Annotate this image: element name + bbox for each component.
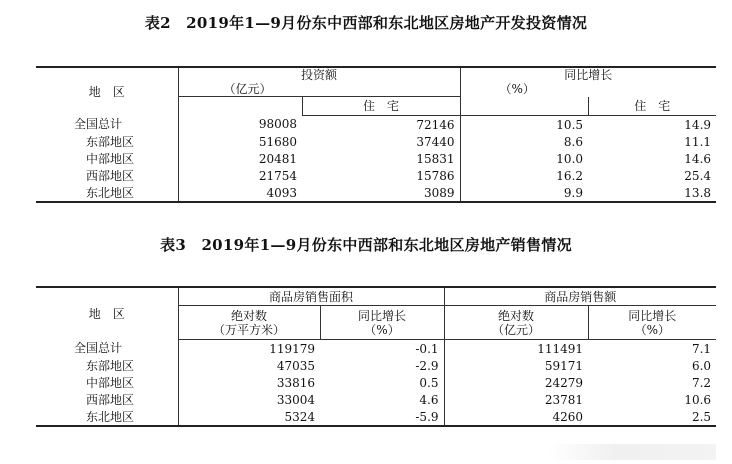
- area-yoy-header: 同比增长 （%）: [320, 306, 444, 340]
- cell-investment: 20481: [178, 150, 302, 167]
- cell-sales: 23781: [444, 391, 588, 408]
- watermark: [548, 444, 716, 460]
- table-row-region: 西部地区: [86, 392, 135, 407]
- region-header: 地 区: [36, 67, 178, 116]
- cell-area: 47035: [178, 357, 320, 374]
- cell-yoy: 10.0: [460, 150, 588, 167]
- cell-yoy-residential: 13.8: [588, 184, 716, 202]
- area-group-header: 商品房销售面积: [178, 287, 444, 306]
- sales-group-header: 商品房销售额: [444, 287, 716, 306]
- cell-sales-yoy: 6.0: [691, 358, 712, 373]
- cell-yoy-residential: 14.6: [684, 151, 712, 166]
- table-row-region: 中部地区: [86, 375, 135, 390]
- cell-yoy: 16.2: [460, 167, 588, 184]
- cell-yoy-residential: 14.9: [684, 117, 712, 132]
- cell-sales: 24279: [444, 374, 588, 391]
- cell-yoy: 9.9: [460, 184, 588, 202]
- table-row-region: 东北地区: [36, 184, 178, 202]
- cell-yoy-residential: 11.1: [684, 134, 712, 149]
- cell-area: 119179: [178, 340, 320, 358]
- cell-sales-yoy: 7.2: [691, 375, 712, 390]
- investment-header: 投资额 （亿元）: [178, 67, 460, 97]
- residential-header: 住 宅: [302, 97, 460, 116]
- cell-area: 33004: [178, 391, 320, 408]
- cell-residential: 3089: [302, 184, 460, 202]
- cell-yoy: 8.6: [460, 133, 588, 150]
- cell-area-yoy: 0.5: [419, 375, 439, 390]
- table2-title: 表2 2019年1—9月份东中西部和东北地区房地产开发投资情况: [144, 14, 588, 32]
- cell-sales: 111491: [444, 340, 588, 358]
- cell-residential: 72146: [416, 117, 455, 132]
- table-row-region: 全国总计: [74, 341, 123, 356]
- cell-yoy: 10.5: [460, 116, 588, 134]
- yoy-header: 同比增长 （%）: [460, 67, 716, 97]
- cell-area-yoy: -5.9: [320, 408, 444, 426]
- cell-sales: 59171: [444, 357, 588, 374]
- cell-residential: 15831: [416, 151, 455, 166]
- cell-investment: 21754: [178, 167, 302, 184]
- cell-area-yoy: 4.6: [419, 392, 439, 407]
- cell-residential: 37440: [416, 134, 455, 149]
- area-abs-header: 绝对数 （万平方米）: [178, 306, 320, 340]
- sales-yoy-header: 同比增长 （%）: [588, 306, 716, 340]
- cell-area-yoy: -0.1: [415, 341, 439, 356]
- table-row-region: 中部地区: [86, 151, 135, 166]
- cell-area-yoy: -2.9: [415, 358, 439, 373]
- cell-sales-yoy: 7.1: [691, 341, 712, 356]
- cell-area: 33816: [178, 374, 320, 391]
- table-row-region: 东部地区: [86, 358, 135, 373]
- yoy-residential-header: 住 宅: [588, 97, 716, 116]
- cell-sales-yoy: 2.5: [588, 408, 716, 426]
- cell-investment: 51680: [178, 133, 302, 150]
- table-row-region: 全国总计: [74, 117, 123, 132]
- cell-investment: 4093: [178, 184, 302, 202]
- cell-investment: 98008: [178, 116, 302, 134]
- cell-sales: 4260: [444, 408, 588, 426]
- sales-abs-header: 绝对数 （亿元）: [444, 306, 588, 340]
- cell-residential: 15786: [416, 168, 455, 183]
- region-header: 地 区: [36, 287, 178, 340]
- table-row-region: 西部地区: [86, 168, 135, 183]
- table3-title: 表3 2019年1—9月份东中西部和东北地区房地产销售情况: [160, 236, 572, 254]
- table-row-region: 东北地区: [36, 408, 178, 426]
- cell-area: 5324: [178, 408, 320, 426]
- sales-table: [36, 286, 716, 427]
- cell-sales-yoy: 10.6: [684, 392, 712, 407]
- table-row-region: 东部地区: [86, 134, 135, 149]
- cell-yoy-residential: 25.4: [684, 168, 712, 183]
- investment-table: [36, 66, 716, 203]
